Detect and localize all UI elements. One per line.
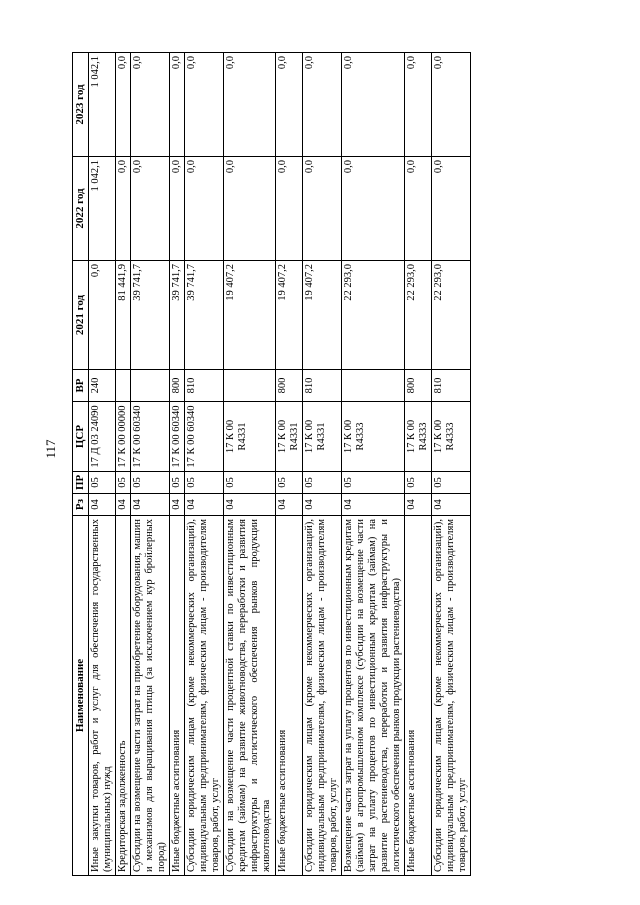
table-row xyxy=(185,53,224,876)
cell-2023: 0,0 xyxy=(432,53,471,157)
page-number: 117 xyxy=(43,439,58,459)
cell-2021: 19 407,2 xyxy=(302,261,341,370)
cell-csr: 17 К 00 60340 xyxy=(185,402,224,472)
cell-2021: 22 293,0 xyxy=(432,261,471,370)
cell-2021: 0,0 xyxy=(88,261,115,370)
table-row xyxy=(432,53,471,876)
cell-csr: 17 К 00 R4333 xyxy=(341,402,404,472)
cell-csr: 17 К 00 R4331 xyxy=(302,402,341,472)
cell-2022: 0,0 xyxy=(130,157,169,261)
cell-csr: 17 К 00 60340 xyxy=(170,402,185,472)
cell-rz: 04 xyxy=(130,494,169,516)
cell-2023: 0,0 xyxy=(302,53,341,157)
cell-rz: 04 xyxy=(115,494,130,516)
cell-2022: 0,0 xyxy=(302,157,341,261)
cell-pr: 05 xyxy=(88,472,115,494)
cell-vr: 800 xyxy=(405,370,432,402)
cell-pr: 05 xyxy=(170,472,185,494)
cell-vr: 800 xyxy=(170,370,185,402)
header-2023: 2023 год xyxy=(73,53,89,157)
table-row xyxy=(341,53,404,876)
cell-name: Субсидии юридическим лицам (кроме некоммерческих организаций), индивидуальным предпринимателям, физическим лицам - производителям товаров, работ, услуг xyxy=(185,516,224,876)
cell-vr: 800 xyxy=(275,370,302,402)
cell-name: Возмещение части затрат на уплату процентов по инвестиционным кредитам (займам) в агропромышленном комплексе (субсидии на возмещение части затрат на уплату процентов по инвестиционным кредитам (займам) на развитие растениеводства, переработки и развития инфраструктуры и логистического обеспечения рынков продукции растениеводства) xyxy=(341,516,404,876)
cell-csr: 17 К 00 60340 xyxy=(130,402,169,472)
cell-name: Субсидии на возмещение части затрат на приобретение оборудования, машин и механизмов для выращивания птицы (за исключением кур бройлерных пород) xyxy=(130,516,169,876)
cell-2022: 1 042,1 xyxy=(88,157,115,261)
cell-2023: 1 042,1 xyxy=(88,53,115,157)
cell-2023: 0,0 xyxy=(185,53,224,157)
cell-2021: 22 293,0 xyxy=(405,261,432,370)
cell-2021: 81 441,9 xyxy=(115,261,130,370)
cell-name: Субсидии юридическим лицам (кроме некоммерческих организаций), индивидуальным предпринимателям, физическим лицам - производителям товаров, работ, услуг xyxy=(432,516,471,876)
cell-pr: 05 xyxy=(130,472,169,494)
header-2021: 2021 год xyxy=(73,261,89,370)
cell-pr: 05 xyxy=(185,472,224,494)
budget-table xyxy=(72,52,471,876)
cell-rz: 04 xyxy=(275,494,302,516)
table-row xyxy=(170,53,185,876)
cell-2022: 0,0 xyxy=(275,157,302,261)
cell-vr xyxy=(130,370,169,402)
cell-vr xyxy=(341,370,404,402)
table-header-row xyxy=(73,53,89,876)
cell-2022: 0,0 xyxy=(115,157,130,261)
cell-2022: 0,0 xyxy=(405,157,432,261)
cell-name: Иные бюджетные ассигнования xyxy=(170,516,185,876)
cell-pr: 05 xyxy=(341,472,404,494)
cell-name: Субсидии юридическим лицам (кроме некоммерческих организаций), индивидуальным предпринимателям, физическим лицам - производителям товаров, работ, услуг xyxy=(302,516,341,876)
cell-rz: 04 xyxy=(185,494,224,516)
cell-csr: 17 К 00 R4333 xyxy=(432,402,471,472)
cell-2023: 0,0 xyxy=(224,53,275,157)
cell-csr: 17 К 00 R4333 xyxy=(405,402,432,472)
table-row xyxy=(302,53,341,876)
rotated-table-container xyxy=(72,53,588,876)
cell-vr xyxy=(224,370,275,402)
cell-2022: 0,0 xyxy=(224,157,275,261)
cell-rz: 04 xyxy=(170,494,185,516)
table-row xyxy=(224,53,275,876)
cell-2021: 19 407,2 xyxy=(224,261,275,370)
cell-2022: 0,0 xyxy=(432,157,471,261)
cell-2023: 0,0 xyxy=(115,53,130,157)
header-name: Наименование xyxy=(73,516,89,876)
cell-pr: 05 xyxy=(275,472,302,494)
cell-2023: 0,0 xyxy=(275,53,302,157)
cell-2021: 39 741,7 xyxy=(130,261,169,370)
header-2022: 2022 год xyxy=(73,157,89,261)
cell-vr: 810 xyxy=(302,370,341,402)
cell-pr: 05 xyxy=(405,472,432,494)
cell-rz: 04 xyxy=(224,494,275,516)
header-pr: ПР xyxy=(73,472,89,494)
cell-rz: 04 xyxy=(405,494,432,516)
cell-2021: 19 407,2 xyxy=(275,261,302,370)
cell-rz: 04 xyxy=(88,494,115,516)
cell-rz: 04 xyxy=(302,494,341,516)
table-row xyxy=(115,53,130,876)
cell-pr: 05 xyxy=(432,472,471,494)
cell-2021: 39 741,7 xyxy=(170,261,185,370)
cell-2023: 0,0 xyxy=(170,53,185,157)
cell-pr: 05 xyxy=(302,472,341,494)
cell-vr: 240 xyxy=(88,370,115,402)
cell-vr: 810 xyxy=(432,370,471,402)
cell-2022: 0,0 xyxy=(341,157,404,261)
cell-name: Иные бюджетные ассигнования xyxy=(405,516,432,876)
cell-2023: 0,0 xyxy=(405,53,432,157)
cell-pr: 05 xyxy=(115,472,130,494)
cell-name: Кредиторская задолженность xyxy=(115,516,130,876)
header-vr: ВР xyxy=(73,370,89,402)
cell-pr: 05 xyxy=(224,472,275,494)
table-row xyxy=(405,53,432,876)
cell-csr: 17 К 00 R4331 xyxy=(275,402,302,472)
cell-rz: 04 xyxy=(432,494,471,516)
cell-2023: 0,0 xyxy=(341,53,404,157)
table-row xyxy=(130,53,169,876)
cell-csr: 17 Д 03 24090 xyxy=(88,402,115,472)
cell-2022: 0,0 xyxy=(170,157,185,261)
cell-name: Субсидии на возмещение части процентной ставки по инвестиционным кредитам (займам) на развитие животноводства, переработки и развития инфраструктуры и логистического обеспечения рынков продукции животноводства xyxy=(224,516,275,876)
cell-vr: 810 xyxy=(185,370,224,402)
cell-2022: 0,0 xyxy=(185,157,224,261)
cell-csr: 17 К 00 00000 xyxy=(115,402,130,472)
table-row xyxy=(275,53,302,876)
header-csr: ЦСР xyxy=(73,402,89,472)
cell-name: Иные бюджетные ассигнования xyxy=(275,516,302,876)
cell-csr: 17 К 00 R4331 xyxy=(224,402,275,472)
cell-vr xyxy=(115,370,130,402)
table-row xyxy=(88,53,115,876)
cell-rz: 04 xyxy=(341,494,404,516)
cell-2021: 22 293,0 xyxy=(341,261,404,370)
cell-2021: 39 741,7 xyxy=(185,261,224,370)
cell-name: Иные закупки товаров, работ и услуг для обеспечения государственных (муниципальных) нужд xyxy=(88,516,115,876)
cell-2023: 0,0 xyxy=(130,53,169,157)
header-rz: Рз xyxy=(73,494,89,516)
